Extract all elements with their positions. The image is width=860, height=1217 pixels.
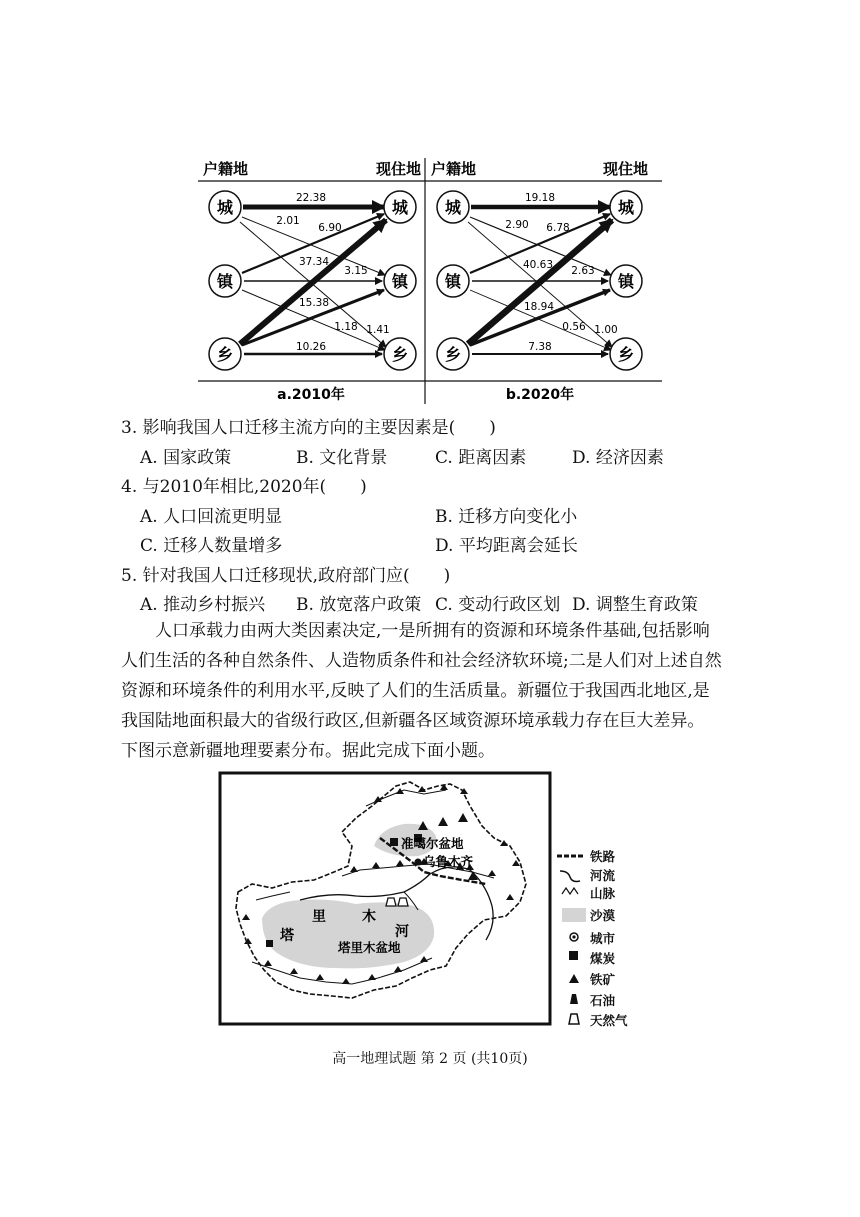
flow-value-a-village-town: 15.38 [298, 297, 330, 309]
flow-value-a-city-town: 2.01 [276, 215, 300, 227]
header-right-b: 现住地 [603, 160, 649, 178]
question-4-option-c: C. 迁移人数量增多 [140, 536, 283, 556]
legend-river-icon [560, 871, 580, 882]
page-footer: 高一地理试题 第 2 页 (共10页) [332, 1051, 528, 1067]
flow-value-b-city-town: 2.90 [505, 219, 529, 231]
question-4-stem: 4. 与2010年相比,2020年( ) [121, 477, 367, 497]
flow-value-a-village-village: 10.26 [295, 341, 327, 353]
legend-oil-icon [570, 994, 578, 1004]
question-5-option-a: A. 推动乡村振兴 [140, 595, 266, 615]
legend-city-label: 城市 [590, 931, 616, 946]
flow-value-a-city-city: 22.38 [295, 192, 327, 204]
node-city-source-b: 城 [444, 198, 462, 217]
question-3-option-c: C. 距离因素 [435, 448, 527, 468]
caption-2010: a.2010年 [277, 387, 345, 403]
flow-value-a-city-village: 1.18 [334, 321, 358, 333]
question-4-option-d: D. 平均距离会延长 [435, 536, 578, 556]
caption-2020: b.2020年 [505, 387, 575, 403]
question-5-stem: 5. 针对我国人口迁移现状,政府部门应( ) [121, 566, 451, 586]
label-mu: 木 [362, 909, 376, 925]
node-town-source-a: 镇 [216, 272, 234, 291]
flow-value-b-village-city: 40.63 [522, 259, 554, 271]
legend-icons [557, 856, 586, 1024]
question-5-option-c: C. 变动行政区划 [435, 595, 561, 615]
node-city-dest-b: 城 [617, 198, 635, 217]
question-3-stem: 3. 影响我国人口迁移主流方向的主要因素是( ) [121, 418, 496, 438]
header-right-a: 现住地 [376, 160, 422, 178]
question-3-option-b: B. 文化背景 [296, 448, 388, 468]
node-town-source-b: 镇 [444, 272, 462, 291]
label-junggar-basin: 准噶尔盆地 [401, 836, 464, 851]
legend-coal-label: 煤炭 [590, 951, 616, 966]
flow-value-a-town-town: 3.15 [344, 265, 368, 277]
flow-value-b-city-village: 0.56 [562, 321, 586, 333]
header-left-b: 户籍地 [431, 160, 477, 178]
legend-coal-icon [569, 951, 578, 960]
flow-value-b-town-city: 6.78 [546, 222, 570, 234]
node-town-dest-b: 镇 [617, 272, 635, 291]
passage-line-5: 下图示意新疆地理要素分布。据此完成下面小题。 [121, 741, 495, 761]
label-tarim-basin: 塔里木盆地 [338, 940, 401, 955]
passage-line-4: 我国陆地面积最大的省级行政区,但新疆各区域资源环境承载力存在巨大差异。 [121, 711, 705, 731]
legend-gas-label: 天然气 [590, 1013, 628, 1028]
flow-value-a-town-village: 1.41 [366, 324, 390, 336]
legend-iron-label: 铁矿 [590, 972, 616, 987]
node-village-source-b: 乡 [444, 345, 462, 364]
node-city-dest-a: 城 [391, 198, 409, 217]
node-city-source-a: 城 [216, 198, 234, 217]
question-3-option-a: A. 国家政策 [140, 448, 232, 468]
legend-oil-label: 石油 [590, 993, 616, 1008]
legend-iron-icon [569, 974, 579, 983]
legend-gas-icon [569, 1014, 579, 1024]
header-left-a: 户籍地 [203, 160, 249, 178]
node-town-dest-a: 镇 [391, 272, 409, 291]
flow-value-a-town-city: 6.90 [318, 222, 342, 234]
label-ta: 塔 [280, 928, 294, 944]
question-4-option-a: A. 人口回流更明显 [140, 507, 283, 527]
label-li: 里 [312, 909, 326, 925]
legend-railway-label: 铁路 [590, 849, 616, 864]
flow-value-b-town-village: 1.00 [594, 324, 618, 336]
flow-value-b-city-city: 19.18 [524, 192, 556, 204]
passage-line-3: 资源和环境条件的利用水平,反映了人们的生活质量。新疆位于我国西北地区,是 [121, 681, 710, 701]
legend-desert-label: 沙漠 [590, 908, 616, 923]
question-3-option-d: D. 经济因素 [572, 448, 664, 468]
passage-line-1: 人口承载力由两大类因素决定,一是所拥有的资源和环境条件基础,包括影响 [121, 621, 710, 641]
legend-mountain-icon [562, 888, 578, 894]
node-village-dest-b: 乡 [617, 345, 635, 364]
flow-value-b-town-town: 2.63 [571, 265, 595, 277]
legend-desert-icon [562, 908, 586, 922]
node-village-source-a: 乡 [216, 345, 234, 364]
passage-line-2: 人们生活的各种自然条件、人造物质条件和社会经济软环境;二是人们对上述自然 [121, 651, 722, 671]
question-5-option-d: D. 调整生育政策 [572, 595, 698, 615]
label-urumqi: 乌鲁木齐 [423, 854, 474, 869]
flow-value-b-village-town: 18.94 [523, 301, 555, 313]
question-5-option-b: B. 放宽落户政策 [296, 595, 422, 615]
node-village-dest-a: 乡 [391, 345, 409, 364]
flow-value-a-village-city: 37.34 [298, 256, 330, 268]
question-4-option-b: B. 迁移方向变化小 [435, 507, 578, 527]
label-he: 河 [395, 924, 409, 940]
legend-river-label: 河流 [590, 868, 616, 883]
flow-value-b-village-village: 7.38 [528, 341, 552, 353]
legend-mountain-label: 山脉 [590, 886, 616, 901]
